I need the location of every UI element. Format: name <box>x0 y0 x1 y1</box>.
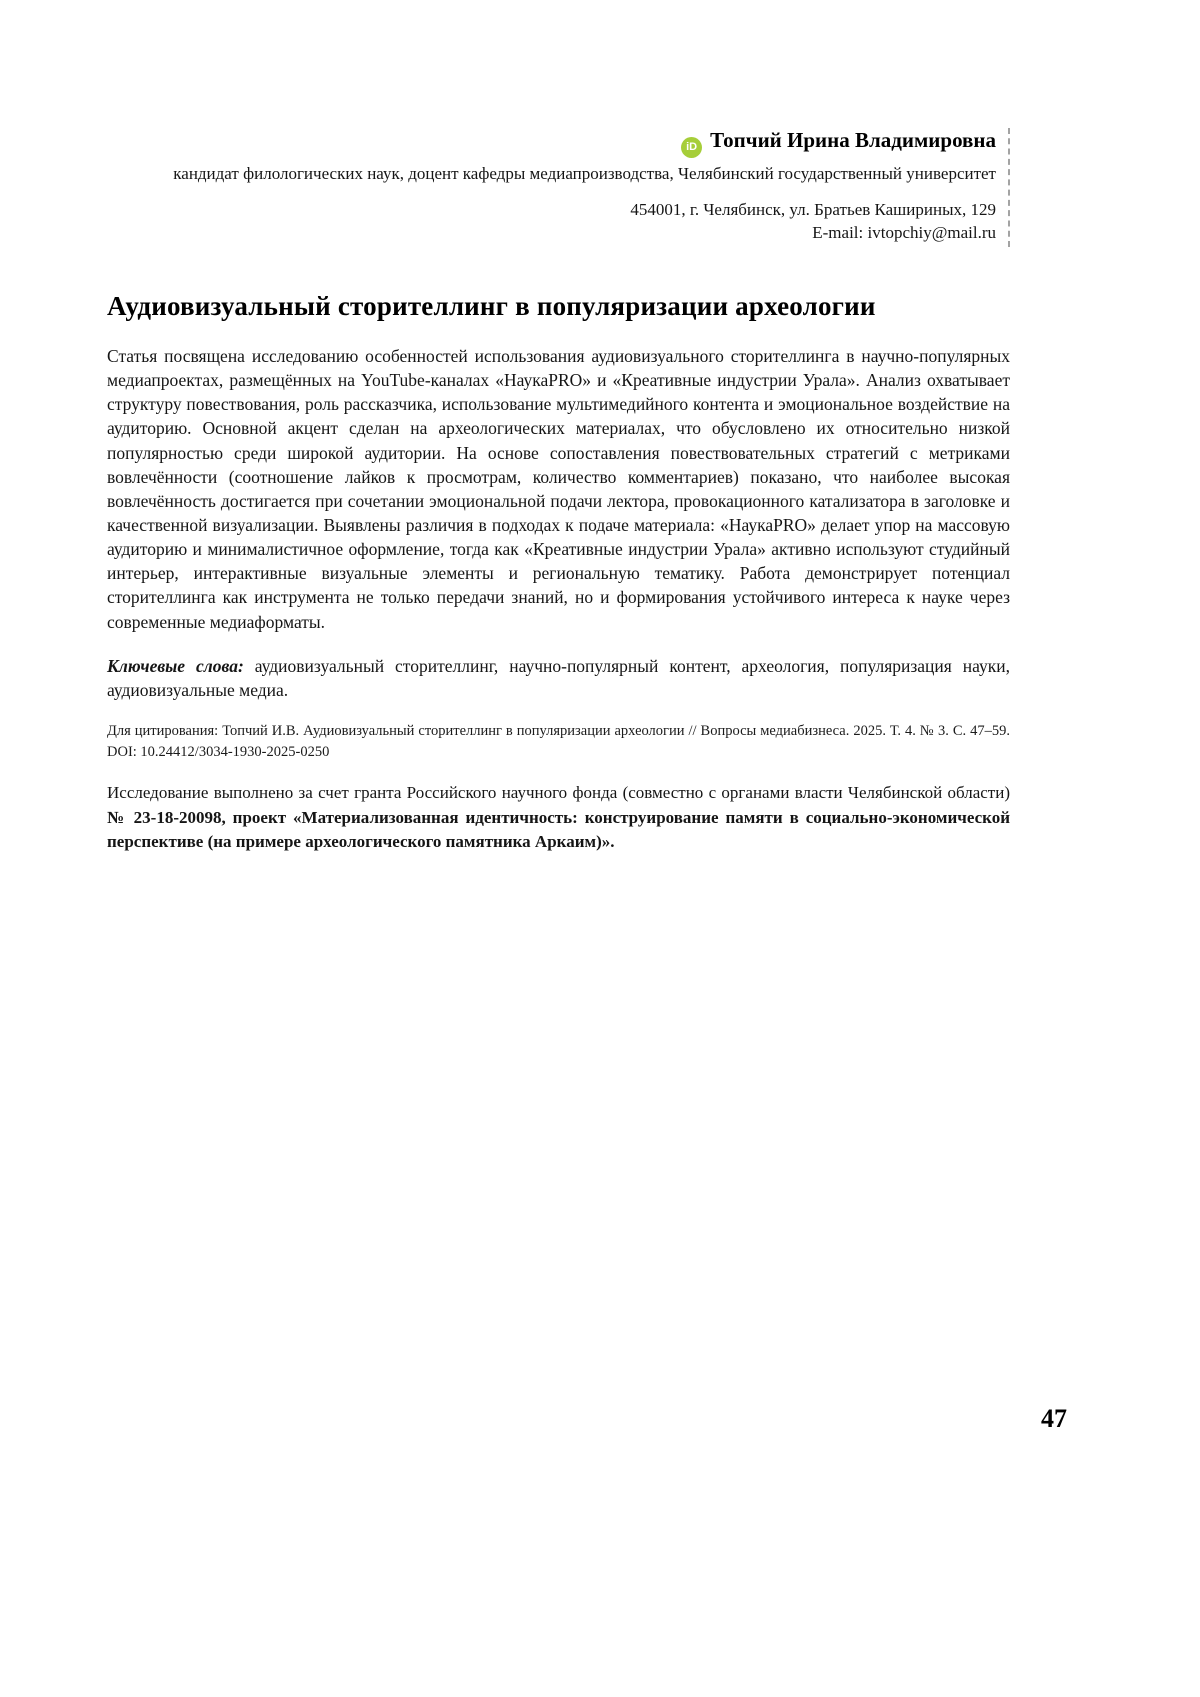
funding-bold: № 23-18-20098, проект «Материализованная идентичность: конструирование памяти в социально-экономической перспективе (на примере археологического памятника Аркаим)». <box>107 807 1010 852</box>
author-email: E-mail: ivtopchiy@mail.ru <box>812 223 996 242</box>
author-name-line <box>107 128 996 158</box>
article-title: Аудиовизуальный сторителлинг в популяризации археологии <box>107 291 876 321</box>
orcid-icon: iD <box>681 137 702 158</box>
author-affiliation: кандидат филологических наук, доцент кафедры медиапроизводства, Челябинский государственный университет <box>173 164 996 183</box>
keywords-text: аудиовизуальный сторителлинг, научно-популярный контент, археология, популяризация науки, аудиовизуальные медиа. <box>107 655 1010 700</box>
citation-text: Топчий И.В. Аудиовизуальный сторителлинг в популяризации археологии // Вопросы медиабизнеса. 2025. Т. 4. № 3. С. 47–59. DOI: 10.24412/3034-1930-2025-0250 <box>107 722 1011 760</box>
page-number: 47 <box>1041 1404 1067 1433</box>
author-name: Топчий Ирина Владимировна <box>710 128 996 152</box>
author-address: 454001, г. Челябинск, ул. Братьев Кашириных, 129 <box>630 200 996 219</box>
article-abstract: Статья посвящена исследованию особенностей использования аудиовизуального сторителлинга в научно-популярных медиапроектах, размещённых на YouTube-каналах «НаукаPRO» и «Креативные индустрии Урала». Анализ охватывает структуру повествования, роль рассказчика, использование мультимедийного контента и эмоциональное воздействие на аудиторию. Основной акцент сделан на археологических материалах, что обусловлено их относительно низкой популярностью среди широкой аудитории. На основе сопоставления повествовательных стратегий с метриками вовлечённости (соотношение лайков к просмотрам, количество комментариев) показано, что наиболее высокая вовлечённость достигается при сочетании эмоциональной подачи лектора, провокационного катализатора в заголовке и качественной визуализации. Выявлены различия в подходах к подаче материала: «НаукаPRO» делает упор на массовую аудиторию и минималистичное оформление, тогда как «Креативные индустрии Урала» активно используют студийный интерьер, интерактивные визуальные элементы и региональную тематику. Работа демонстрирует потенциал сторителлинга как инструмента не только передачи знаний, но и формирования устойчивого интереса к науке через современные медиаформаты. <box>107 346 1010 632</box>
citation-block <box>107 721 1010 762</box>
keywords-label: Ключевые слова: <box>107 655 244 676</box>
keywords-block <box>107 654 1010 702</box>
funding-block <box>107 781 1010 855</box>
author-header <box>107 128 1010 247</box>
citation-label: Для цитирования: <box>107 722 219 739</box>
page-content <box>107 128 1010 855</box>
funding-regular: Исследование выполнено за счет гранта Российского научного фонда (совместно с органами власти Челябинской области) <box>107 783 1010 803</box>
